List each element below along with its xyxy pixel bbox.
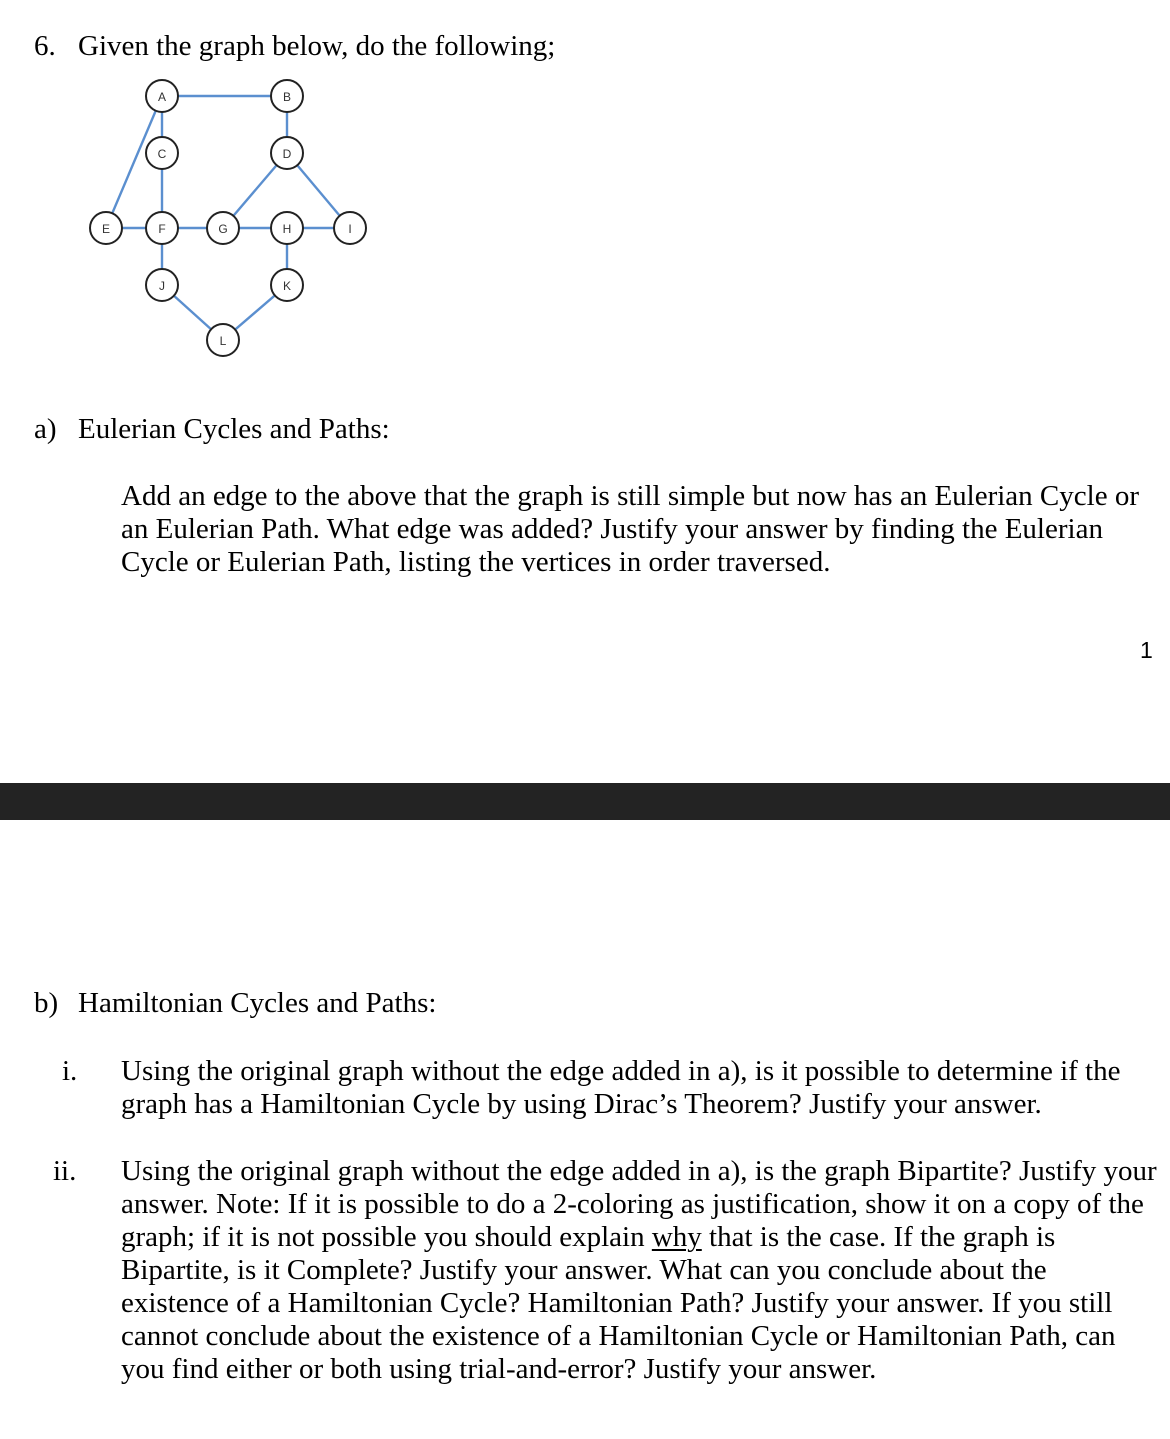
- vertex-label: E: [101, 222, 111, 236]
- vertex-B: [271, 80, 303, 112]
- vertex-label: H: [282, 222, 292, 236]
- item-ii-text-part2: that is the case. If the graph is Bipartite, is it Complete? Justify your answer. What can you conclude about the existence of a Hamiltonian Cycle? Hamiltonian Path? Justify your answer. If you still cannot conclude about the existence of a Hamiltonian Cycle or Hamiltonian Path, can you find either or both using trial-and-error? Justify your answer.: [121, 1221, 1116, 1385]
- page-number: 1: [1140, 637, 1153, 663]
- vertex-C: [146, 137, 178, 169]
- item-ii-text: [121, 1155, 1161, 1386]
- vertex-G: [207, 212, 239, 244]
- part-a-heading: [34, 413, 390, 446]
- vertex-E: [90, 212, 122, 244]
- vertex-J: [146, 269, 178, 301]
- vertex-label: J: [159, 279, 165, 293]
- vertex-label: D: [282, 147, 292, 161]
- vertex-A: [146, 80, 178, 112]
- vertex-D: [271, 137, 303, 169]
- vertex-label: F: [158, 222, 166, 236]
- vertex-F: [146, 212, 178, 244]
- vertex-label: G: [218, 222, 228, 236]
- vertex-label: K: [282, 279, 292, 293]
- vertex-label: A: [157, 90, 167, 104]
- part-b-heading: [34, 987, 436, 1020]
- graph-nodes: [90, 80, 366, 356]
- part-b-title: Hamiltonian Cycles and Paths:: [78, 987, 437, 1019]
- vertex-L: [207, 324, 239, 356]
- vertex-label: L: [219, 334, 227, 348]
- item-ii-text-part1: Using the original graph without the edge added in a), is the graph Bipartite? Justify your answer. Note: If it is possible to do a 2-coloring as justification, show it on a copy of the graph; if it is not possible you should explain: [121, 1155, 1157, 1253]
- vertex-K: [271, 269, 303, 301]
- vertex-label: B: [282, 90, 292, 104]
- part-b-label: b): [34, 987, 59, 1019]
- item-i-text: Using the original graph without the edge added in a), is it possible to determine if the graph has a Hamiltonian Cycle by using Dirac’s Theorem? Justify your answer.: [121, 1055, 1121, 1120]
- item-ii-emphasis: why: [651, 1221, 702, 1253]
- page-break-divider: [0, 783, 1170, 820]
- item-ii-numeral: ii.: [53, 1155, 77, 1187]
- vertex-H: [271, 212, 303, 244]
- item-i-numeral: i.: [62, 1055, 78, 1087]
- vertex-label: C: [157, 147, 167, 161]
- part-a-body: Add an edge to the above that the graph is still simple but now has an Eulerian Cycle or an Eulerian Path. What edge was added? Justify your answer by finding the Eulerian Cycle or Eulerian Path, listing the vertices in order traversed.: [121, 480, 1139, 578]
- question-number: 6.: [34, 30, 56, 62]
- vertex-I: [334, 212, 366, 244]
- part-a-label: a): [34, 413, 57, 445]
- question-prompt: Given the graph below, do the following;: [78, 30, 556, 62]
- vertex-label: I: [348, 222, 352, 236]
- part-a-title: Eulerian Cycles and Paths:: [78, 413, 390, 445]
